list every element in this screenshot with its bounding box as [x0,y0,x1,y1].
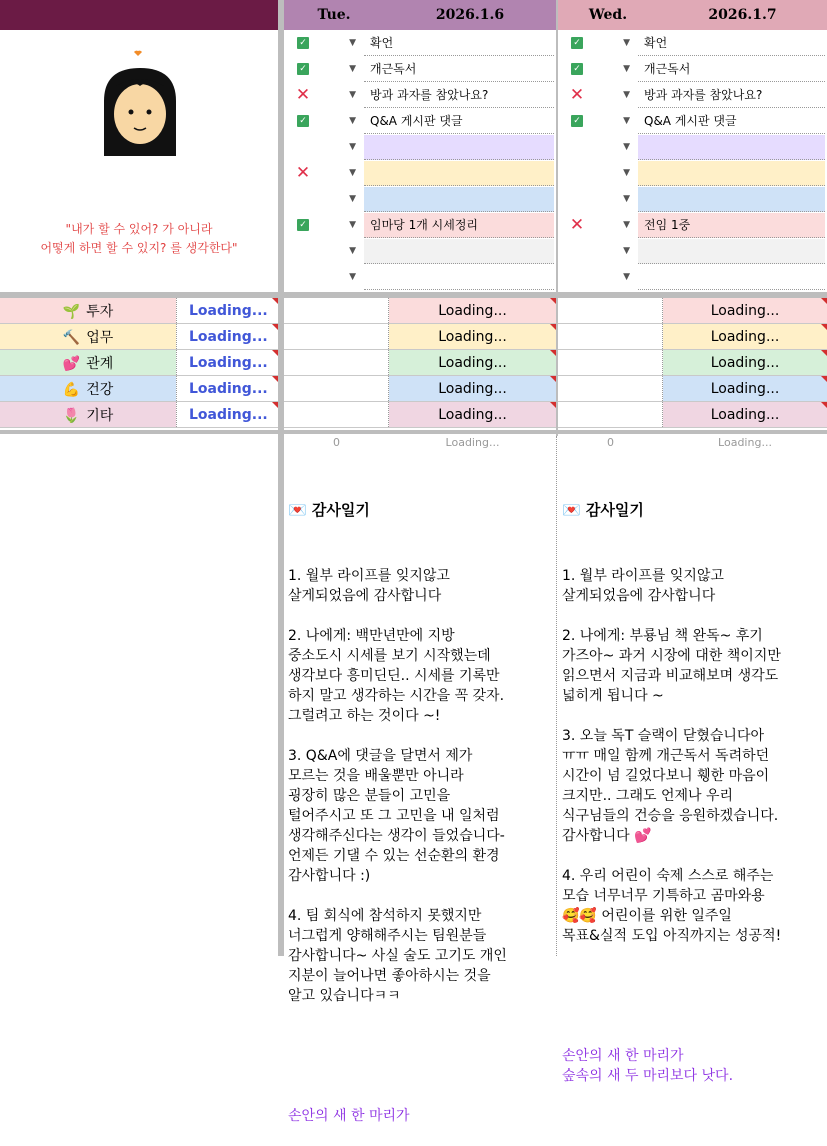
wed-header [558,0,827,30]
journal-text: 1. 월부 라이프를 잊지않고 살게되었음에 감사합니다 2. 나에게: 백만년만에 지방 중소도시 시세를 보기 시작했는데 생각보다 흥미딘딘.. 시세를 기록만 하지 말고 생각하는 시간을 꼭 갖자. 그럴려고 하는 것이다 ~! 3. Q&A에 댓글을 달면서 제가 모르는 것을 배울뿐만 아니라 굉장히 많은 분들이 고민을 털어주시고 또 그 고민을 내 일처럼 생각해주신다는 생각이 들었습니다- 언제든 기댈 수 있는 선순환의 환경 감사합니다 :) 4. 팀 회식에 참석하지 못했지만 너그럽게 양해해주시는 팀원분들 감사합니다~ 사실 술도 고기도 개인 지분이 늘어나면 좋아하시는 것을 알고 있습니다ㅋㅋ [288,568,507,1004]
category-grid-row [558,376,827,402]
task-select[interactable]: 개근독서 [364,57,554,82]
task-select[interactable] [364,239,554,264]
category-label [0,405,176,425]
category-text: 기타 [86,407,114,424]
category-list [0,298,278,428]
checkbox[interactable] [284,84,322,105]
dropdown-arrow-icon[interactable]: ▼ [623,142,630,152]
task-row [284,186,556,212]
dropdown-arrow-icon[interactable]: ▼ [349,90,356,100]
category-label [0,353,176,373]
stats-row [284,436,556,456]
task-select[interactable]: Q&A 게시판 댓글 [364,109,554,134]
check-icon: ✓ [571,37,583,49]
journal-wed[interactable] [562,460,827,1106]
check-icon: ✓ [297,115,309,127]
grid-loading: Loading... [389,324,556,349]
category-text: 업무 [86,329,114,346]
stats-row [558,436,827,456]
task-row [558,212,827,238]
category-icon: 🌱 [62,303,81,320]
grid-loading: Loading... [389,376,556,401]
category-icon: 🔨 [62,329,81,346]
task-select[interactable] [638,135,825,160]
checkbox[interactable] [558,115,596,127]
checkbox[interactable] [284,37,322,49]
journal-title [562,500,827,520]
journal-footer: 손안의 새 한 마리가 [288,1108,410,1124]
grid-cell[interactable] [284,350,389,375]
dropdown-arrow-icon[interactable]: ▼ [349,142,356,152]
quote-line: 어떻게 하면 할 수 있지? 를 생각한다" [40,241,238,255]
avatar [90,46,190,166]
task-select[interactable] [638,187,825,212]
top-bar [0,0,278,30]
task-select[interactable] [364,265,554,290]
category-loading: Loading... [176,324,278,349]
category-icon: 💪 [62,381,81,398]
quote-line: "내가 할 수 있어? 가 아니라 [65,222,213,236]
dropdown-arrow-icon[interactable]: ▼ [349,116,356,126]
count-value: 0 [607,436,614,449]
task-row [558,186,827,212]
task-row [284,160,556,186]
check-icon: ✓ [297,219,309,231]
category-loading: Loading... [176,298,278,323]
checkbox[interactable] [558,37,596,49]
category-loading: Loading... [176,402,278,427]
task-row [284,30,556,56]
checkbox[interactable] [284,219,322,231]
category-loading: Loading... [176,376,278,401]
task-row [284,108,556,134]
task-row [558,108,827,134]
dropdown-arrow-icon[interactable]: ▼ [623,38,630,48]
dropdown-arrow-icon[interactable]: ▼ [623,168,630,178]
x-icon: ✕ [569,84,585,105]
journal-title-text: 감사일기 [585,501,644,519]
task-row [558,238,827,264]
grid-loading: Loading... [663,324,827,349]
category-text: 건강 [86,381,114,398]
grid-cell[interactable] [558,350,663,375]
dropdown-arrow-icon[interactable]: ▼ [349,220,356,230]
task-select[interactable]: 확언 [364,31,554,56]
task-row [284,212,556,238]
dropdown-arrow-icon[interactable]: ▼ [623,220,630,230]
date-label: 2026.1.7 [708,7,777,23]
task-row [284,238,556,264]
category-grid-wed [558,298,827,428]
task-row [558,134,827,160]
grid-loading: Loading... [663,350,827,375]
heart-icon: 💌 [288,501,307,519]
motivation-quote [0,220,278,258]
dropdown-arrow-icon[interactable]: ▼ [349,64,356,74]
journal-title-text: 감사일기 [311,501,370,519]
task-row [558,82,827,108]
x-icon: ✕ [569,214,585,235]
dropdown-arrow-icon[interactable]: ▼ [349,38,356,48]
category-row [0,298,278,324]
category-grid-row [558,298,827,324]
task-row [558,30,827,56]
grid-loading: Loading... [663,376,827,401]
category-row [0,376,278,402]
task-row [558,264,827,290]
grid-cell[interactable] [558,324,663,349]
grid-cell[interactable] [284,324,389,349]
task-select[interactable]: 임마당 1개 시세정리 [364,213,554,238]
task-select[interactable]: Q&A 게시판 댓글 [638,109,825,134]
grid-cell[interactable] [284,298,389,323]
category-row [0,350,278,376]
day-label: Wed. [588,7,628,23]
task-select[interactable]: 방과 과자를 참았나요? [364,83,554,108]
grid-cell[interactable] [284,376,389,401]
category-grid-row [284,298,556,324]
x-icon: ✕ [295,162,311,183]
category-text: 투자 [86,303,114,320]
task-select[interactable] [638,161,825,186]
task-select[interactable] [364,187,554,212]
journal-footer: 손안의 새 한 마리가 숲속의 새 두 마리보다 낫다. [562,1048,734,1084]
dropdown-arrow-icon[interactable]: ▼ [349,272,356,282]
category-row [0,324,278,350]
task-select[interactable]: 전임 1중 [638,213,825,238]
category-grid-tue [284,298,556,428]
checkbox[interactable] [284,115,322,127]
x-icon: ✕ [295,84,311,105]
category-grid-row [558,324,827,350]
dropdown-arrow-icon[interactable]: ▼ [623,194,630,204]
category-grid-row [558,350,827,376]
loading-value: Loading... [445,436,500,449]
checkbox[interactable] [558,214,596,235]
journal-tue[interactable] [288,460,554,1146]
task-row [558,160,827,186]
task-row [284,82,556,108]
date-label: 2026.1.6 [435,7,505,23]
grid-cell[interactable] [558,402,663,427]
grid-cell[interactable] [284,402,389,427]
task-list-wed [558,30,827,290]
category-label [0,379,176,399]
grid-loading: Loading... [389,350,556,375]
task-select[interactable] [364,135,554,160]
category-row [0,402,278,428]
dropdown-arrow-icon[interactable]: ▼ [623,116,630,126]
check-icon: ✓ [571,63,583,75]
heart-icon: 💌 [562,501,581,519]
category-label [0,327,176,347]
task-select[interactable] [638,239,825,264]
grid-cell[interactable] [558,298,663,323]
grid-loading: Loading... [663,402,827,427]
task-select[interactable]: 개근독서 [638,57,825,82]
tue-header [284,0,556,30]
grid-loading: Loading... [389,402,556,427]
task-select[interactable] [638,265,825,290]
category-label [0,301,176,321]
dropdown-arrow-icon[interactable]: ▼ [623,272,630,282]
section-divider [0,430,827,434]
day-label: Tue. [317,7,351,23]
loading-value: Loading... [718,436,772,449]
grid-loading: Loading... [389,298,556,323]
task-row [284,56,556,82]
task-row [284,134,556,160]
check-icon: ✓ [571,115,583,127]
journal-title [288,500,554,520]
category-grid-row [558,402,827,428]
category-icon: 🌷 [62,407,81,424]
dropdown-arrow-icon[interactable]: ▼ [349,194,356,204]
task-select[interactable]: 방과 과자를 참았나요? [638,83,825,108]
journal-divider [556,436,557,956]
check-icon: ✓ [297,63,309,75]
category-grid-row [284,324,556,350]
journal-text: 1. 월부 라이프를 잊지않고 살게되었음에 감사합니다 2. 나에게: 부룡님 책 완독~ 후기 가즈아~ 과거 시장에 대한 책이지만 읽으면서 지금과 비교해보며 생각도 넓히게 됩니다 ~ 3. 오늘 독T 슬랙이 닫혔습니다아 ㅠㅠ 매일 함께 개근독서 독려하던 시간이 넘 길었다보니 휑한 마음이 크지만.. 그래도 언제나 우리 식구님들의 건승을 응원하겠습니다. 감사합니다 💕 4. 우리 어린이 숙제 스스로 해주는 모습 너무너무 기특하고 곰마와용 🥰🥰 어린이를 위한 일주일 목표&실적 도입 아직까지는 성공적! [562,568,782,944]
task-select[interactable]: 확언 [638,31,825,56]
checkbox[interactable] [558,84,596,105]
grid-cell[interactable] [558,376,663,401]
dropdown-arrow-icon[interactable]: ▼ [623,246,630,256]
category-grid-row [284,402,556,428]
checkbox[interactable] [558,63,596,75]
checkbox[interactable] [284,63,322,75]
dropdown-arrow-icon[interactable]: ▼ [349,246,356,256]
dropdown-arrow-icon[interactable]: ▼ [623,90,630,100]
task-row [284,264,556,290]
dropdown-arrow-icon[interactable]: ▼ [349,168,356,178]
check-icon: ✓ [297,37,309,49]
category-text: 관계 [86,355,114,372]
category-grid-row [284,376,556,402]
task-row [558,56,827,82]
checkbox[interactable] [284,162,322,183]
category-grid-row [284,350,556,376]
grid-loading: Loading... [663,298,827,323]
category-icon: 💕 [62,355,81,372]
task-select[interactable] [364,161,554,186]
dropdown-arrow-icon[interactable]: ▼ [623,64,630,74]
task-list-tue [284,30,556,290]
category-loading: Loading... [176,350,278,375]
count-value: 0 [333,436,340,449]
